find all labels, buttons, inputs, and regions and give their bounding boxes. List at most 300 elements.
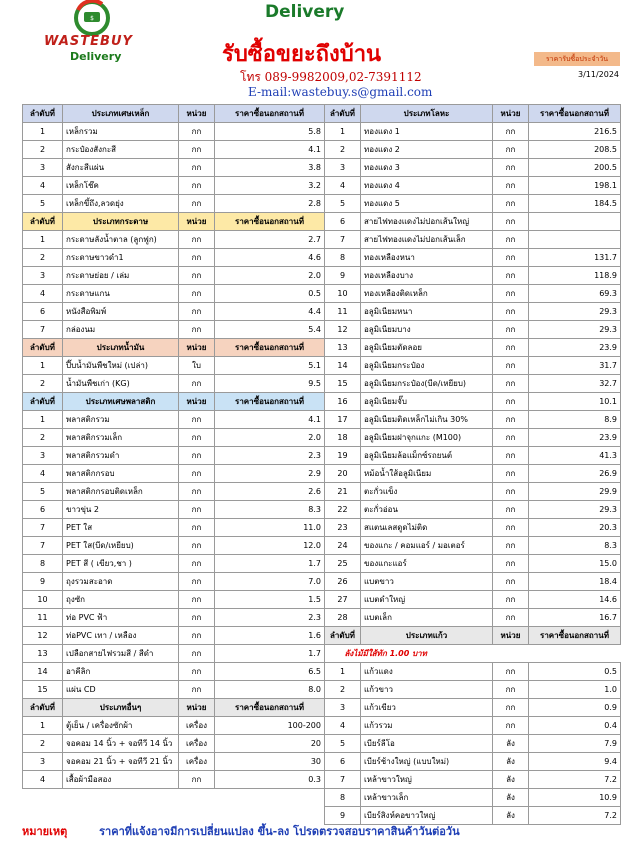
table-row-cell: 7.2 bbox=[529, 807, 621, 825]
table-row bbox=[325, 159, 621, 177]
table-row bbox=[325, 357, 621, 375]
table-row bbox=[325, 123, 621, 141]
table-row-cell: ตะกั่วแข็ง bbox=[361, 483, 493, 501]
table-row-cell: 13 bbox=[23, 645, 63, 663]
table-row-cell: กก bbox=[493, 159, 529, 177]
table-row-cell: กก bbox=[493, 357, 529, 375]
table-row-cell: 9 bbox=[325, 267, 361, 285]
table-row-cell: 3.2 bbox=[215, 177, 325, 195]
table-row-cell: กก bbox=[493, 141, 529, 159]
table-row-cell: 22 bbox=[325, 501, 361, 519]
section-header-cell: ลำดับที่ bbox=[23, 339, 63, 357]
table-row-cell: 4 bbox=[23, 177, 63, 195]
table-row-cell: พลาสติกกรอบ bbox=[63, 465, 179, 483]
table-row-cell: 12.0 bbox=[215, 537, 325, 555]
table-row-cell: ใบ bbox=[179, 357, 215, 375]
table-row bbox=[23, 609, 325, 627]
table-row-cell: 5.1 bbox=[215, 357, 325, 375]
table-row-cell: กก bbox=[493, 303, 529, 321]
section-header-cell: ประเภทน้ำมัน bbox=[63, 339, 179, 357]
table-row-cell: กก bbox=[179, 267, 215, 285]
table-row bbox=[23, 195, 325, 213]
table-row bbox=[325, 573, 621, 591]
table-row-cell: กก bbox=[179, 321, 215, 339]
table-row-cell: 32.7 bbox=[529, 375, 621, 393]
table-row bbox=[23, 141, 325, 159]
table-row-cell: กก bbox=[179, 159, 215, 177]
section-header bbox=[23, 393, 325, 411]
table-row-cell: 30 bbox=[215, 753, 325, 771]
section-header-cell: หน่วย bbox=[493, 627, 529, 645]
table-row-cell: 4 bbox=[23, 771, 63, 789]
table-row-cell: 3 bbox=[325, 159, 361, 177]
table-row bbox=[23, 447, 325, 465]
table-row bbox=[325, 375, 621, 393]
table-row-cell: 0.4 bbox=[529, 717, 621, 735]
table-row-cell: 29.3 bbox=[529, 501, 621, 519]
table-row-cell: กก bbox=[493, 519, 529, 537]
table-row-cell: 1.7 bbox=[215, 555, 325, 573]
table-row bbox=[325, 663, 621, 681]
table-row bbox=[325, 483, 621, 501]
table-row-cell bbox=[529, 231, 621, 249]
table-row-cell: 2.0 bbox=[215, 429, 325, 447]
section-header-cell: หน่วย bbox=[179, 213, 215, 231]
table-row-cell: กก bbox=[179, 573, 215, 591]
table-row-cell: 0.9 bbox=[529, 699, 621, 717]
table-row-cell: 208.5 bbox=[529, 141, 621, 159]
section-header-cell: ราคาซื้อนอกสถานที่ bbox=[215, 105, 325, 123]
section-header-cell: ราคาซื้อนอกสถานที่ bbox=[529, 105, 621, 123]
table-row-cell: 2 bbox=[23, 141, 63, 159]
table-row bbox=[325, 429, 621, 447]
table-row-cell: ลัง bbox=[493, 735, 529, 753]
section-header-cell: ราคาซื้อนอกสถานที่ bbox=[215, 699, 325, 717]
table-row bbox=[23, 411, 325, 429]
table-row bbox=[325, 267, 621, 285]
table-row-cell: ทองแดง 3 bbox=[361, 159, 493, 177]
table-row bbox=[325, 501, 621, 519]
table-row-cell: กก bbox=[493, 465, 529, 483]
table-row bbox=[325, 141, 621, 159]
table-row-cell: 26 bbox=[325, 573, 361, 591]
table-row-cell: 9 bbox=[325, 807, 361, 825]
table-row-cell: 118.9 bbox=[529, 267, 621, 285]
table-row-cell: กก bbox=[493, 609, 529, 627]
table-row-cell: กก bbox=[179, 303, 215, 321]
table-row-cell: 7.9 bbox=[529, 735, 621, 753]
glass-note-row bbox=[325, 645, 621, 663]
table-row-cell: 1.5 bbox=[215, 591, 325, 609]
table-row bbox=[23, 501, 325, 519]
table-row-cell: 18 bbox=[325, 429, 361, 447]
table-row-cell: 15 bbox=[325, 375, 361, 393]
table-row-cell: กก bbox=[493, 123, 529, 141]
table-row-cell: PET ใส bbox=[63, 519, 179, 537]
table-row-cell: 16 bbox=[325, 393, 361, 411]
table-row-cell: เหล็กรวม bbox=[63, 123, 179, 141]
table-row-cell: แก้วแดง bbox=[361, 663, 493, 681]
table-row-cell: 1 bbox=[23, 231, 63, 249]
section-header-cell: ประเภทเศษพลาสติก bbox=[63, 393, 179, 411]
table-row-cell: 20 bbox=[215, 735, 325, 753]
glass-note: ลังไม้มีใส้ทัก 1.00 บาท bbox=[344, 649, 427, 658]
table-row bbox=[325, 753, 621, 771]
table-row-cell: กก bbox=[493, 285, 529, 303]
table-row-cell: 4.1 bbox=[215, 141, 325, 159]
table-row-cell: 27 bbox=[325, 591, 361, 609]
table-row-cell: 5.4 bbox=[215, 321, 325, 339]
table-row bbox=[23, 303, 325, 321]
table-row-cell: 3 bbox=[325, 699, 361, 717]
table-row bbox=[325, 771, 621, 789]
table-row-cell: กก bbox=[179, 447, 215, 465]
table-row-cell: เครื่อง bbox=[179, 717, 215, 735]
table-row-cell: กก bbox=[493, 267, 529, 285]
table-row-cell: แบตเล็ก bbox=[361, 609, 493, 627]
table-row-cell: เบียร์สิงห์คอขาวใหญ่ bbox=[361, 807, 493, 825]
table-row-cell: 4 bbox=[23, 465, 63, 483]
table-row-cell: กก bbox=[493, 411, 529, 429]
table-row-cell: อาคีลิก bbox=[63, 663, 179, 681]
table-row-cell: เปลือกสายไฟรวมสี / สีดำ bbox=[63, 645, 179, 663]
table-row-cell: 13 bbox=[325, 339, 361, 357]
table-row-cell: 1.0 bbox=[529, 681, 621, 699]
table-row-cell: 16.7 bbox=[529, 609, 621, 627]
table-row-cell: กก bbox=[493, 213, 529, 231]
phone-number: โทร 089-9982009,02-7391112 bbox=[240, 70, 422, 84]
table-row-cell: 12 bbox=[325, 321, 361, 339]
table-row-cell: 8 bbox=[325, 789, 361, 807]
section-header bbox=[325, 105, 621, 123]
price-date: 3/11/2024 bbox=[578, 70, 620, 79]
table-row-cell: 31.7 bbox=[529, 357, 621, 375]
table-row-cell: 10 bbox=[23, 591, 63, 609]
footer-text: ราคาที่แจ้งอาจมีการเปลี่ยนแปลง ขึ้น-ลง โปรดตรวจสอบราคาสินค้าวันต่อวัน bbox=[99, 825, 460, 838]
table-row-cell: 11.0 bbox=[215, 519, 325, 537]
table-row bbox=[325, 447, 621, 465]
table-row-cell: 0.5 bbox=[529, 663, 621, 681]
table-row bbox=[325, 789, 621, 807]
page-title: รับซื้อขยะถึงบ้าน bbox=[222, 41, 382, 67]
table-row bbox=[325, 537, 621, 555]
table-row-cell: 2 bbox=[23, 429, 63, 447]
table-row-cell: ทองแดง 5 bbox=[361, 195, 493, 213]
table-row-cell: 5 bbox=[23, 483, 63, 501]
table-row-cell: 10.9 bbox=[529, 789, 621, 807]
table-row-cell: เหล้าขาวใหญ่ bbox=[361, 771, 493, 789]
section-header-cell: ประเภทแก้ว bbox=[361, 627, 493, 645]
table-row-cell: 24 bbox=[325, 537, 361, 555]
table-row-cell: 0.5 bbox=[215, 285, 325, 303]
table-row-cell: 8.9 bbox=[529, 411, 621, 429]
table-row-cell: 216.5 bbox=[529, 123, 621, 141]
section-header-cell: หน่วย bbox=[179, 699, 215, 717]
table-row-cell: เหล็กโช๊ค bbox=[63, 177, 179, 195]
table-row-cell: กก bbox=[179, 645, 215, 663]
table-row-cell: 1.7 bbox=[215, 645, 325, 663]
table-row bbox=[325, 285, 621, 303]
table-row-cell: 1 bbox=[325, 123, 361, 141]
table-row-cell: 10.1 bbox=[529, 393, 621, 411]
table-row-cell: ถุงซัก bbox=[63, 591, 179, 609]
table-row bbox=[23, 555, 325, 573]
section-header-cell: หน่วย bbox=[179, 393, 215, 411]
table-row-cell: ตะกั่วอ่อน bbox=[361, 501, 493, 519]
table-row-cell: 21 bbox=[325, 483, 361, 501]
table-row bbox=[23, 357, 325, 375]
table-row-cell: 5 bbox=[325, 735, 361, 753]
table-row-cell: 2.3 bbox=[215, 447, 325, 465]
table-row-cell: กก bbox=[179, 609, 215, 627]
table-row-cell: 2.8 bbox=[215, 195, 325, 213]
table-row-cell: 1 bbox=[23, 357, 63, 375]
table-row-cell: 1 bbox=[23, 411, 63, 429]
table-row-cell: ตู้เย็น / เครื่องซักผ้า bbox=[63, 717, 179, 735]
table-row-cell: กก bbox=[179, 429, 215, 447]
table-row-cell: หม้อน้ำใส้อลูมิเนียม bbox=[361, 465, 493, 483]
table-row-cell: 3 bbox=[23, 267, 63, 285]
table-row-cell: กก bbox=[493, 699, 529, 717]
section-header bbox=[23, 699, 325, 717]
table-row-cell: 3 bbox=[23, 753, 63, 771]
table-row-cell: แบตขาว bbox=[361, 573, 493, 591]
table-row-cell: กก bbox=[493, 321, 529, 339]
table-row-cell: 25 bbox=[325, 555, 361, 573]
table-row bbox=[23, 123, 325, 141]
table-row-cell: กก bbox=[493, 591, 529, 609]
section-header-cell: ราคาซื้อนอกสถานที่ bbox=[215, 393, 325, 411]
table-row-cell: จอคอม 21 นิ้ว + จอทีวี 21 นิ้ว bbox=[63, 753, 179, 771]
table-row-cell: แก้วเขียว bbox=[361, 699, 493, 717]
table-row bbox=[325, 699, 621, 717]
table-row-cell: 184.5 bbox=[529, 195, 621, 213]
table-row bbox=[23, 591, 325, 609]
table-row-cell: กล่องนม bbox=[63, 321, 179, 339]
table-row-cell: 11 bbox=[325, 303, 361, 321]
table-row-cell: กก bbox=[493, 555, 529, 573]
table-row-cell: กก bbox=[179, 411, 215, 429]
table-row-cell: 4.1 bbox=[215, 411, 325, 429]
table-row-cell: 8.3 bbox=[215, 501, 325, 519]
table-row bbox=[325, 735, 621, 753]
table-row-cell: 29.3 bbox=[529, 321, 621, 339]
table-row-cell: 2.7 bbox=[215, 231, 325, 249]
table-row-cell: อลูมิเนียมกระป๋อง bbox=[361, 357, 493, 375]
footer-label: หมายเหตุ bbox=[22, 825, 68, 838]
table-row-cell: กก bbox=[493, 249, 529, 267]
table-row-cell: เบียร์ช้างใหญ่ (แบบใหม่) bbox=[361, 753, 493, 771]
table-row-cell: 2 bbox=[23, 735, 63, 753]
table-row-cell: 2.6 bbox=[215, 483, 325, 501]
table-row-cell: กก bbox=[179, 231, 215, 249]
table-row bbox=[325, 411, 621, 429]
section-header bbox=[23, 105, 325, 123]
table-row bbox=[325, 303, 621, 321]
email-address[interactable]: E-mail:wastebuy.s@gmail.com bbox=[248, 85, 433, 99]
section-header-cell: ลำดับที่ bbox=[23, 213, 63, 231]
table-row-cell: กก bbox=[493, 483, 529, 501]
table-row-cell: กระดาษย่อย / เล่ม bbox=[63, 267, 179, 285]
table-row-cell: 5.8 bbox=[215, 123, 325, 141]
table-row-cell: กก bbox=[179, 123, 215, 141]
table-row-cell: 10 bbox=[325, 285, 361, 303]
table-row bbox=[325, 249, 621, 267]
table-row-cell: 41.3 bbox=[529, 447, 621, 465]
table-row-cell: 198.1 bbox=[529, 177, 621, 195]
table-row-cell: กก bbox=[493, 537, 529, 555]
section-header-cell: ราคาซื้อนอกสถานที่ bbox=[215, 339, 325, 357]
table-row-cell: อลูมิเนียมตัดลอย bbox=[361, 339, 493, 357]
table-row-cell: กก bbox=[179, 627, 215, 645]
table-row-cell: PET สี ( เขียว,ชา ) bbox=[63, 555, 179, 573]
table-row-cell: 2 bbox=[325, 141, 361, 159]
table-row-cell: 8 bbox=[23, 555, 63, 573]
table-row-cell: 4 bbox=[325, 717, 361, 735]
table-row-cell: ขาวขุ่น 2 bbox=[63, 501, 179, 519]
table-row bbox=[23, 375, 325, 393]
table-row-cell: 1 bbox=[23, 123, 63, 141]
section-header-cell: ลำดับที่ bbox=[325, 105, 361, 123]
table-row-cell: กก bbox=[179, 375, 215, 393]
table-row-cell: 5 bbox=[23, 195, 63, 213]
table-row-cell: 28 bbox=[325, 609, 361, 627]
table-row bbox=[23, 645, 325, 663]
table-row bbox=[23, 159, 325, 177]
table-row bbox=[23, 717, 325, 735]
header bbox=[0, 0, 640, 104]
table-row-cell: สังกะสีแผ่น bbox=[63, 159, 179, 177]
table-row-cell: 29.9 bbox=[529, 483, 621, 501]
table-row-cell: กก bbox=[493, 717, 529, 735]
table-row-cell: สแตนเลสดูดไม่ติด bbox=[361, 519, 493, 537]
table-row-cell: เบียร์ลีโอ bbox=[361, 735, 493, 753]
section-header-cell: ราคาซื้อนอกสถานที่ bbox=[529, 627, 621, 645]
table-row bbox=[23, 321, 325, 339]
table-row-cell: ของแกะแอร์ bbox=[361, 555, 493, 573]
table-row-cell: 7.0 bbox=[215, 573, 325, 591]
footer-note bbox=[22, 822, 460, 840]
table-row-cell: ลัง bbox=[493, 771, 529, 789]
table-row-cell: กก bbox=[179, 501, 215, 519]
table-row-cell: 7 bbox=[23, 519, 63, 537]
section-header-cell: ประเภทโลหะ bbox=[361, 105, 493, 123]
section-header bbox=[23, 213, 325, 231]
table-row-cell: กก bbox=[493, 177, 529, 195]
table-row-cell: ทองเหลืองติดเหล็ก bbox=[361, 285, 493, 303]
table-row-cell: PET ใส(บีด/เหยียบ) bbox=[63, 537, 179, 555]
table-row-cell: 6 bbox=[23, 303, 63, 321]
table-row-cell: แบตดำใหญ่ bbox=[361, 591, 493, 609]
table-row-cell: 4 bbox=[23, 285, 63, 303]
table-row bbox=[325, 591, 621, 609]
table-row bbox=[23, 573, 325, 591]
table-row-cell: กระดาษแกน bbox=[63, 285, 179, 303]
table-row-cell: เครื่อง bbox=[179, 735, 215, 753]
table-row-cell: 2 bbox=[325, 681, 361, 699]
table-row-cell: เครื่อง bbox=[179, 753, 215, 771]
table-row-cell: ทองเหลืองบาง bbox=[361, 267, 493, 285]
table-row-cell: พลาสติกกรอบติดเหล็ก bbox=[63, 483, 179, 501]
table-row-cell: ทองเหลืองหนา bbox=[361, 249, 493, 267]
table-row-cell: ลัง bbox=[493, 807, 529, 825]
table-row-cell: 8.3 bbox=[529, 537, 621, 555]
section-header-cell: หน่วย bbox=[179, 339, 215, 357]
table-row-cell: 7 bbox=[325, 771, 361, 789]
table-row-cell: น้ำมันพืชเก่า (KG) bbox=[63, 375, 179, 393]
table-row-cell: กก bbox=[493, 339, 529, 357]
table-row-cell: 14.6 bbox=[529, 591, 621, 609]
table-row-cell: กก bbox=[179, 141, 215, 159]
table-row bbox=[325, 465, 621, 483]
table-row-cell: 17 bbox=[325, 411, 361, 429]
table-row-cell: ถุงรวมสะอาด bbox=[63, 573, 179, 591]
right-price-table bbox=[324, 104, 621, 825]
table-row-cell: 4.4 bbox=[215, 303, 325, 321]
table-row-cell: กก bbox=[179, 519, 215, 537]
table-row-cell: 23.9 bbox=[529, 429, 621, 447]
svg-text:$: $ bbox=[90, 15, 94, 22]
table-row-cell: 0.3 bbox=[215, 771, 325, 789]
table-row bbox=[325, 609, 621, 627]
section-header-cell: หน่วย bbox=[493, 105, 529, 123]
table-row bbox=[325, 519, 621, 537]
table-row-cell: 69.3 bbox=[529, 285, 621, 303]
table-row-cell: อลูมิเนียมกระป๋อง(บีด/เหยียบ) bbox=[361, 375, 493, 393]
table-row-cell: ท่อ PVC ฟ้า bbox=[63, 609, 179, 627]
table-row-cell: หนังสือพิมพ์ bbox=[63, 303, 179, 321]
table-row-cell: อลูมิเนียมติดเหล็กไม่เกิน 30% bbox=[361, 411, 493, 429]
table-row bbox=[23, 267, 325, 285]
table-row-cell: พลาสติกรวมเล็ก bbox=[63, 429, 179, 447]
table-row-cell: เหล้าขาวเล็ก bbox=[361, 789, 493, 807]
table-row-cell: กระป๋องสังกะสี bbox=[63, 141, 179, 159]
table-row-cell: ท่อPVC เทา / เหลือง bbox=[63, 627, 179, 645]
table-row-cell: 2.9 bbox=[215, 465, 325, 483]
table-row-cell: กก bbox=[179, 483, 215, 501]
table-row bbox=[23, 681, 325, 699]
table-row-cell: อลูมิเนียมจั๊บ bbox=[361, 393, 493, 411]
table-row-cell: กก bbox=[179, 285, 215, 303]
section-header bbox=[325, 627, 621, 645]
section-header bbox=[23, 339, 325, 357]
table-row bbox=[325, 231, 621, 249]
table-row-cell: กก bbox=[493, 501, 529, 519]
table-row-cell: 3 bbox=[23, 447, 63, 465]
table-row-cell: กก bbox=[493, 393, 529, 411]
table-row-cell: 2.0 bbox=[215, 267, 325, 285]
table-row-cell: สายไฟทองแดงไม่ปอกเส้นใหญ่ bbox=[361, 213, 493, 231]
table-row bbox=[325, 339, 621, 357]
table-row-cell: 4 bbox=[325, 177, 361, 195]
brand-name: WASTEBUY bbox=[44, 34, 133, 49]
table-row bbox=[23, 771, 325, 789]
table-row-cell: 9 bbox=[23, 573, 63, 591]
table-row-cell: กก bbox=[493, 663, 529, 681]
table-row-cell: 3.8 bbox=[215, 159, 325, 177]
table-row-cell: แผ่น CD bbox=[63, 681, 179, 699]
table-row bbox=[23, 231, 325, 249]
table-row-cell: 20 bbox=[325, 465, 361, 483]
table-row-cell: 4.6 bbox=[215, 249, 325, 267]
table-row-cell: กก bbox=[179, 537, 215, 555]
table-row-cell: กระดาษขาวดำ1 bbox=[63, 249, 179, 267]
table-row-cell: 26.9 bbox=[529, 465, 621, 483]
table-row-cell: กก bbox=[179, 771, 215, 789]
table-row bbox=[325, 321, 621, 339]
table-row-cell: 8 bbox=[325, 249, 361, 267]
table-row-cell bbox=[529, 213, 621, 231]
